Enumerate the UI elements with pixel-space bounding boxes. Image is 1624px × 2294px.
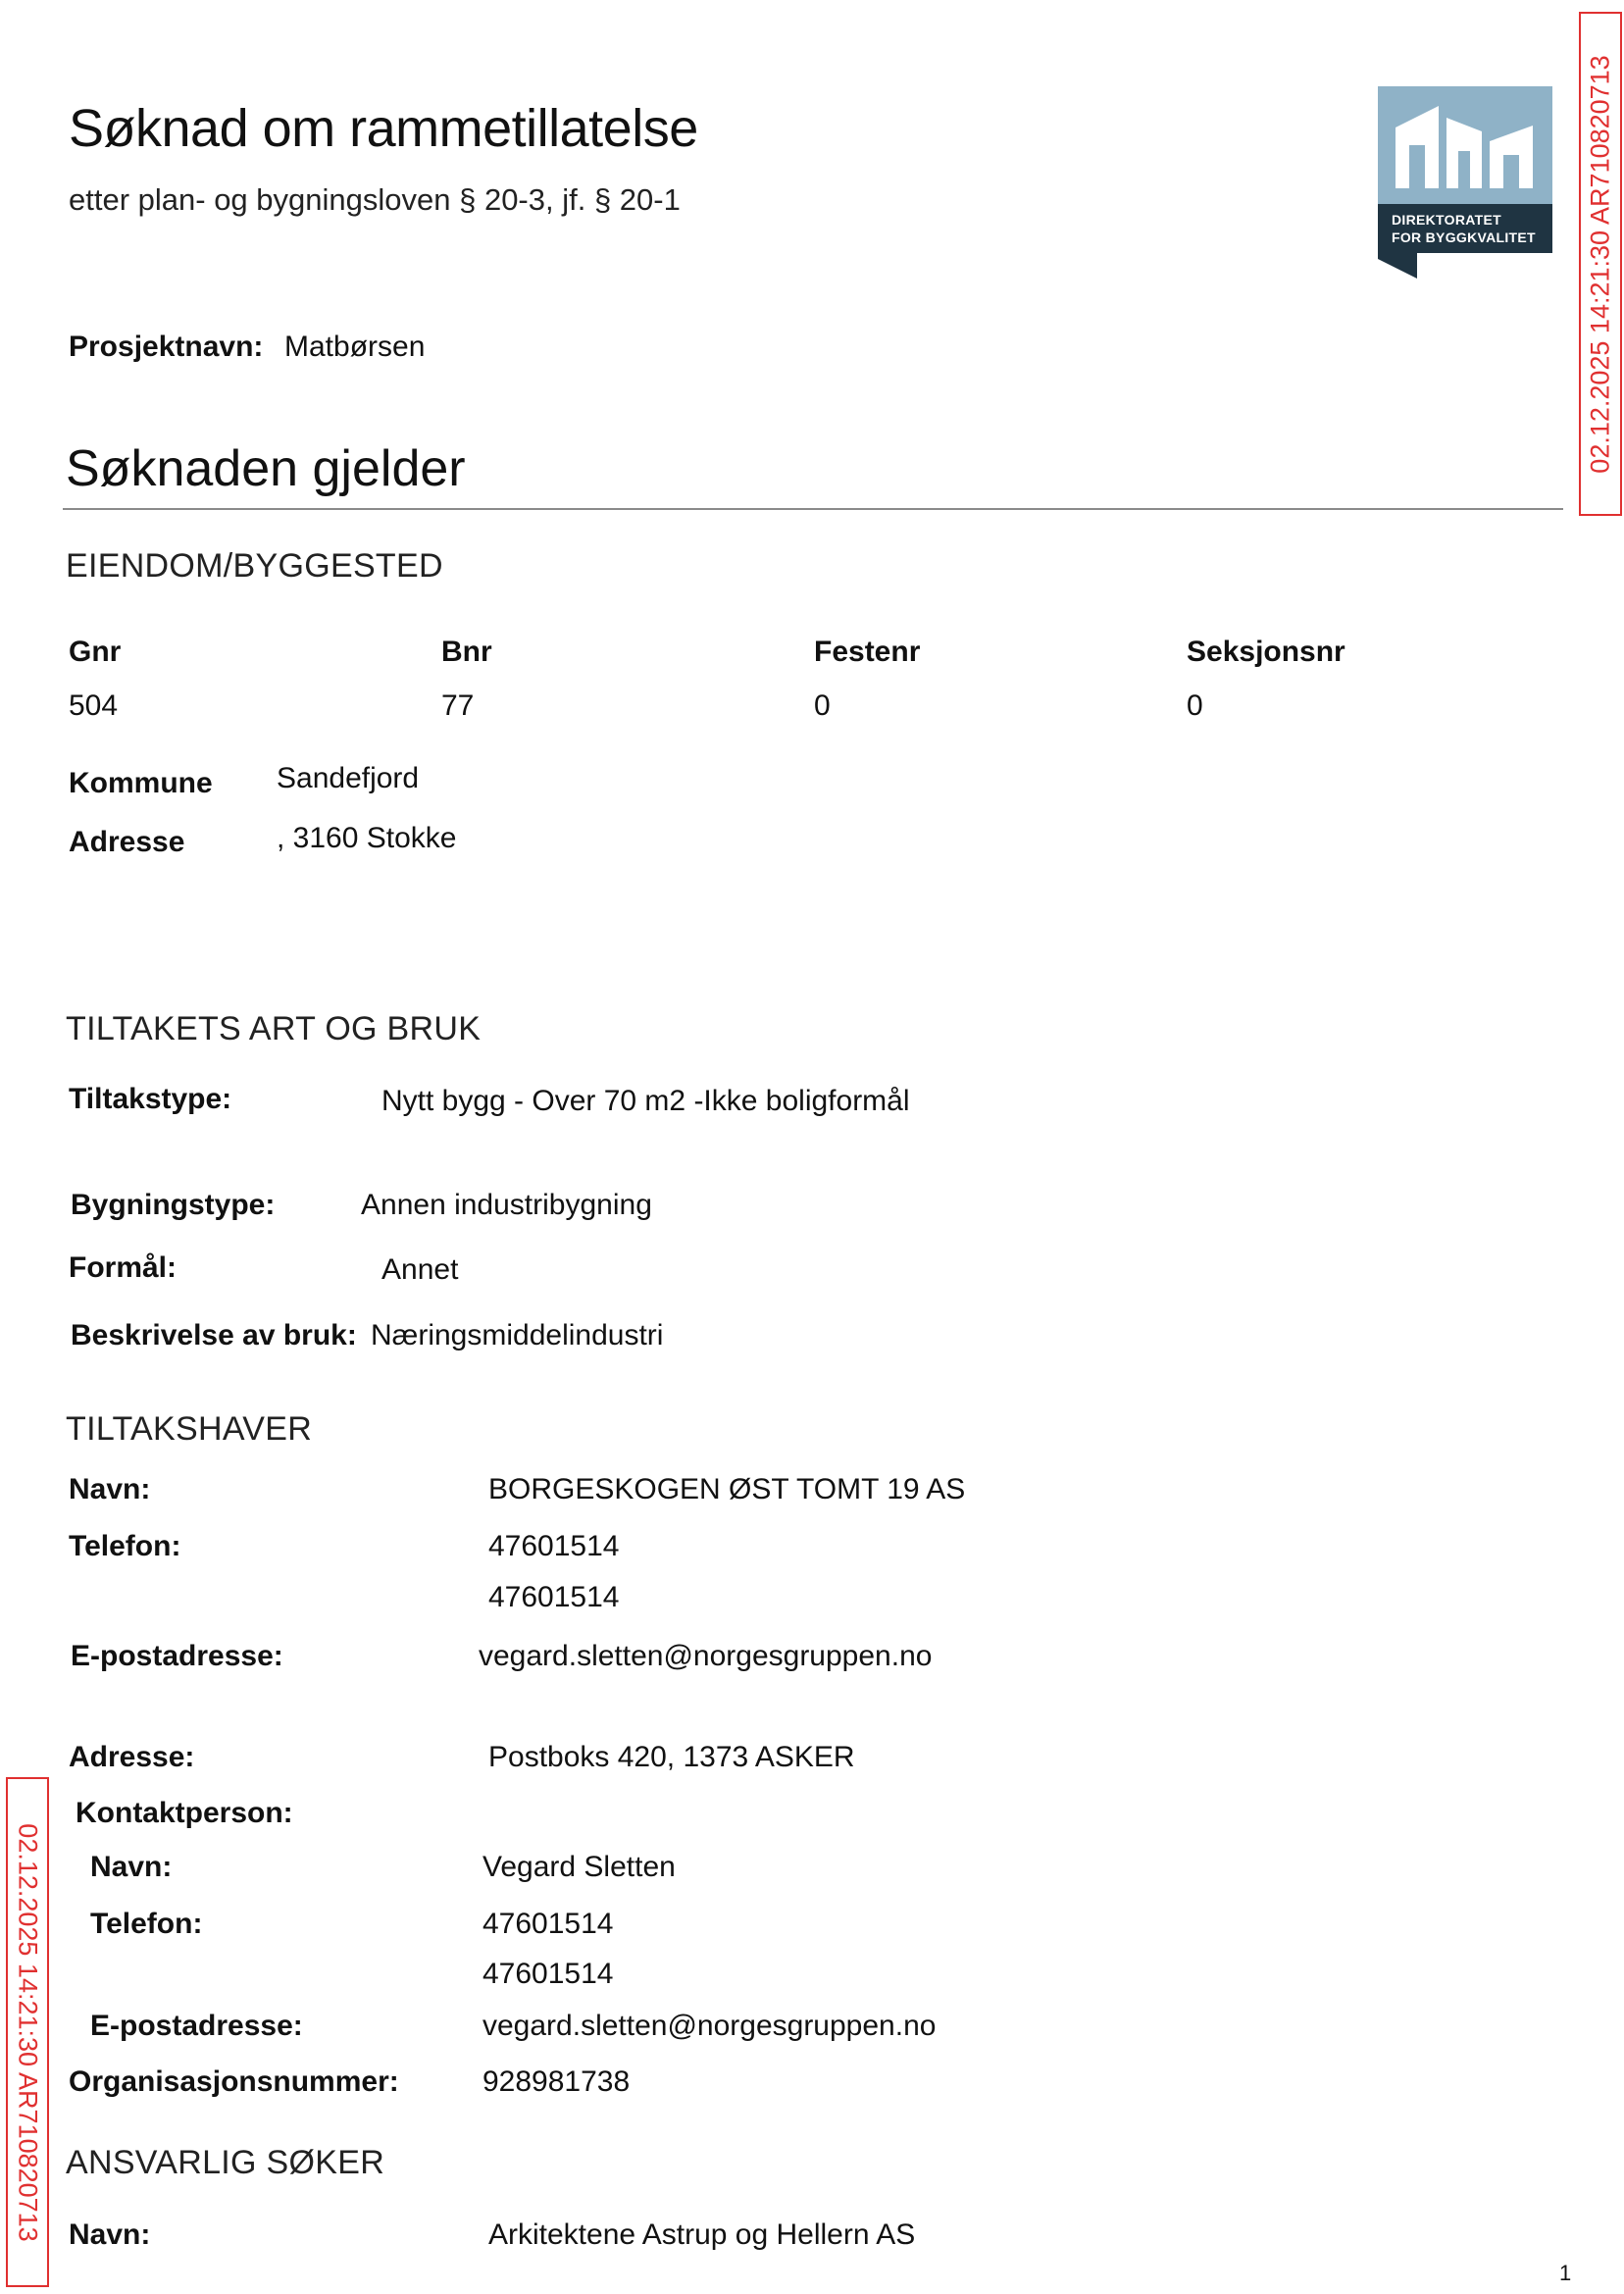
tiltakshaver-epost-value: vegard.sletten@norgesgruppen.no	[479, 1640, 933, 1672]
kontakt-epost-value: vegard.sletten@norgesgruppen.no	[482, 2010, 937, 2042]
project-name-value: Matbørsen	[284, 331, 426, 363]
stamp-bottom-text: 02.12.2025 14:21:30 AR710820713	[13, 1822, 43, 2242]
project-name-label: Prosjektnavn:	[69, 331, 264, 363]
bygningstype-label: Bygningstype:	[71, 1189, 276, 1221]
kommune-value: Sandefjord	[277, 762, 420, 794]
formal-value: Annet	[381, 1253, 459, 1286]
kontakt-epost-label: E-postadresse:	[90, 2010, 303, 2042]
tiltakshaver-adresse-value: Postboks 420, 1373 ASKER	[488, 1741, 855, 1773]
tiltakshaver-epost-label: E-postadresse:	[71, 1640, 283, 1672]
kontaktperson-label: Kontaktperson:	[76, 1797, 293, 1829]
bygningstype-value: Annen industribygning	[361, 1189, 652, 1221]
page-number: 1	[1559, 2261, 1572, 2285]
logo-text-line1: DIREKTORATET	[1392, 212, 1501, 228]
section-title: Søknaden gjelder	[66, 440, 466, 497]
tiltakshaver-telefon-value-2: 47601514	[488, 1581, 620, 1613]
tiltakshaver-heading: TILTAKSHAVER	[66, 1410, 313, 1448]
tiltak-heading: TILTAKETS ART OG BRUK	[66, 1010, 482, 1047]
gnr-label: Gnr	[69, 636, 122, 668]
dibk-logo-icon	[1378, 86, 1552, 279]
tiltakshaver-navn-value: BORGESKOGEN ØST TOMT 19 AS	[488, 1473, 966, 1505]
tiltakstype-label: Tiltakstype:	[69, 1083, 232, 1115]
kontakt-navn-label: Navn:	[90, 1851, 173, 1883]
beskrivelse-label: Beskrivelse av bruk:	[71, 1319, 357, 1351]
document-subtitle: etter plan- og bygningsloven § 20-3, jf. § 20-1	[69, 182, 681, 217]
ansvarlig-navn-label: Navn:	[69, 2218, 151, 2251]
tiltakshaver-telefon-value-1: 47601514	[488, 1530, 620, 1562]
festenr-label: Festenr	[814, 636, 921, 668]
orgnr-label: Organisasjonsnummer:	[69, 2065, 399, 2098]
orgnr-value: 928981738	[482, 2065, 631, 2098]
stamp-top-text: 02.12.2025 14:21:30 AR710820713	[1585, 54, 1615, 474]
tiltakshaver-telefon-label: Telefon:	[69, 1530, 181, 1562]
section-divider	[63, 508, 1563, 510]
seksjonsnr-label: Seksjonsnr	[1187, 636, 1345, 668]
tiltakshaver-navn-label: Navn:	[69, 1473, 151, 1505]
adresse-label: Adresse	[69, 826, 185, 858]
ansvarlig-heading: ANSVARLIG SØKER	[66, 2144, 385, 2181]
dibk-logo	[1378, 86, 1552, 279]
beskrivelse-value: Næringsmiddelindustri	[371, 1319, 664, 1351]
bnr-label: Bnr	[441, 636, 492, 668]
tiltakshaver-adresse-label: Adresse:	[69, 1741, 195, 1773]
kontakt-navn-value: Vegard Sletten	[482, 1851, 676, 1883]
formal-label: Formål:	[69, 1251, 178, 1284]
seksjonsnr-value: 0	[1187, 689, 1203, 722]
kommune-label: Kommune	[69, 767, 213, 799]
festenr-value: 0	[814, 689, 831, 722]
timestamp-stamp-top	[1579, 12, 1622, 516]
timestamp-stamp-bottom	[6, 1777, 49, 2287]
tiltakstype-value: Nytt bygg - Over 70 m2 -Ikke boligformål	[381, 1085, 910, 1117]
bnr-value: 77	[441, 689, 475, 722]
kontakt-telefon-label: Telefon:	[90, 1908, 203, 1940]
kontakt-telefon-value-1: 47601514	[482, 1908, 614, 1940]
gnr-value: 504	[69, 689, 119, 722]
logo-text-line2: FOR BYGGKVALITET	[1392, 229, 1536, 245]
ansvarlig-navn-value: Arkitektene Astrup og Hellern AS	[488, 2218, 916, 2251]
eiendom-heading: EIENDOM/BYGGESTED	[66, 547, 443, 585]
document-title: Søknad om rammetillatelse	[69, 99, 698, 158]
kontakt-telefon-value-2: 47601514	[482, 1958, 614, 1990]
adresse-value: , 3160 Stokke	[277, 822, 457, 854]
